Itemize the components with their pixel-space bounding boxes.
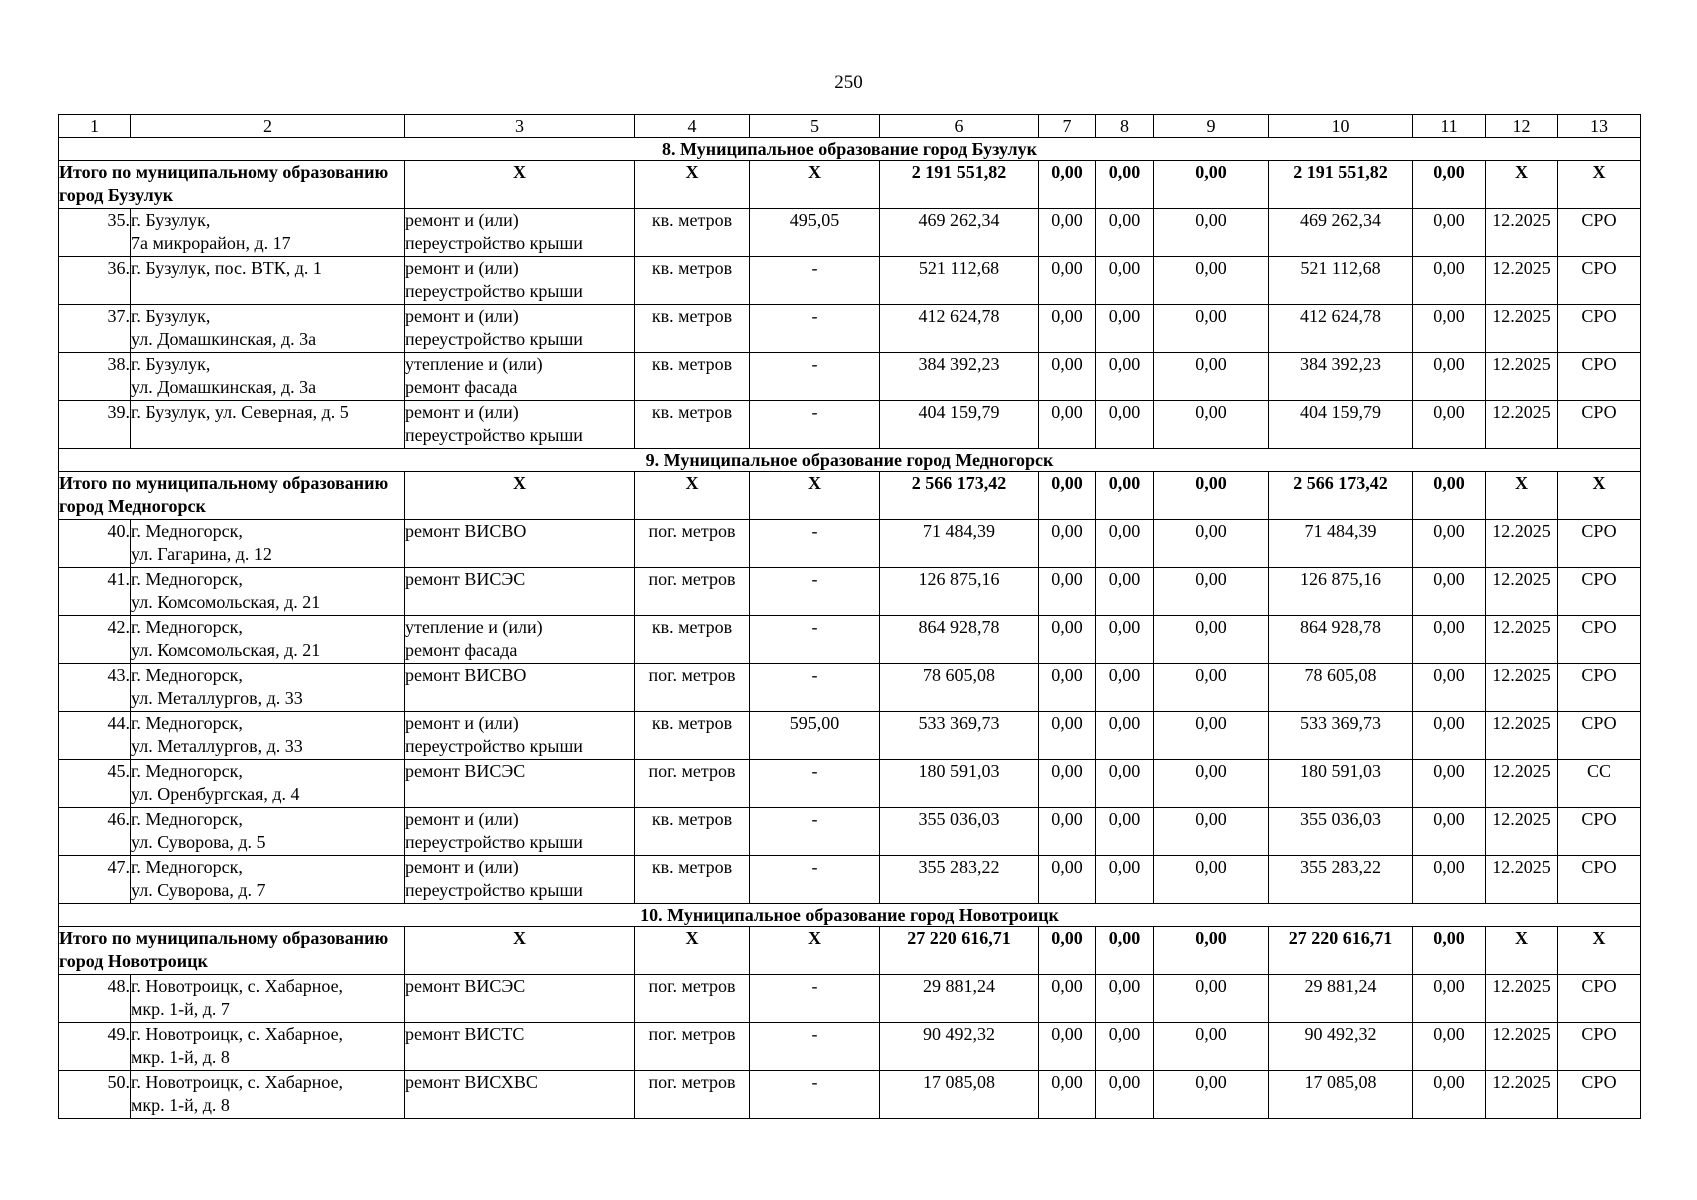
address-cell: г. Бузулук, 7а микрорайон, д. 17 — [131, 209, 405, 257]
row-number: 49. — [59, 1023, 131, 1071]
table-row — [59, 353, 1641, 401]
cost-c8: 0,00 — [1096, 568, 1154, 616]
volume-cell: - — [750, 616, 880, 664]
unit-cell: кв. метров — [635, 353, 750, 401]
total-col-4: X — [635, 927, 750, 975]
address-cell: г. Бузулук, ул. Северная, д. 5 — [131, 401, 405, 449]
row-number: 41. — [59, 568, 131, 616]
work-type-cell: ремонт и (или) переустройство крыши — [405, 401, 635, 449]
cost-c10: 404 159,79 — [1269, 401, 1413, 449]
column-header: 10 — [1269, 115, 1413, 138]
unit-cell: пог. метров — [635, 520, 750, 568]
address-cell: г. Медногорск, ул. Металлургов, д. 33 — [131, 664, 405, 712]
total-row — [59, 472, 1641, 520]
cost-c9: 0,00 — [1154, 616, 1269, 664]
method-cell: СРО — [1558, 353, 1641, 401]
cost-c6: 533 369,73 — [880, 712, 1039, 760]
volume-cell: - — [750, 520, 880, 568]
address-cell: г. Бузулук, ул. Домашкинская, д. 3а — [131, 353, 405, 401]
cost-c10: 384 392,23 — [1269, 353, 1413, 401]
volume-cell: 495,05 — [750, 209, 880, 257]
address-cell: г. Медногорск, ул. Суворова, д. 7 — [131, 856, 405, 904]
volume-cell: - — [750, 353, 880, 401]
total-col-3: X — [405, 927, 635, 975]
cost-c7: 0,00 — [1039, 401, 1096, 449]
cost-c8: 0,00 — [1096, 257, 1154, 305]
cost-c11: 0,00 — [1413, 305, 1486, 353]
total-col-12: X — [1486, 161, 1558, 209]
table-row — [59, 209, 1641, 257]
unit-cell: пог. метров — [635, 664, 750, 712]
cost-c7: 0,00 — [1039, 808, 1096, 856]
total-c6: 2 566 173,42 — [880, 472, 1039, 520]
cost-c6: 17 085,08 — [880, 1071, 1039, 1119]
deadline-cell: 12.2025 — [1486, 568, 1558, 616]
address-cell: г. Медногорск, ул. Суворова, д. 5 — [131, 808, 405, 856]
cost-c11: 0,00 — [1413, 209, 1486, 257]
deadline-cell: 12.2025 — [1486, 760, 1558, 808]
work-type-cell: ремонт ВИСТС — [405, 1023, 635, 1071]
row-number: 37. — [59, 305, 131, 353]
total-col-12: X — [1486, 927, 1558, 975]
row-number: 40. — [59, 520, 131, 568]
unit-cell: пог. метров — [635, 760, 750, 808]
volume-cell: - — [750, 1023, 880, 1071]
cost-c7: 0,00 — [1039, 305, 1096, 353]
column-header: 12 — [1486, 115, 1558, 138]
cost-c11: 0,00 — [1413, 808, 1486, 856]
cost-c9: 0,00 — [1154, 568, 1269, 616]
cost-c6: 864 928,78 — [880, 616, 1039, 664]
work-type-cell: ремонт ВИСХВС — [405, 1071, 635, 1119]
cost-c9: 0,00 — [1154, 856, 1269, 904]
method-cell: СРО — [1558, 712, 1641, 760]
deadline-cell: 12.2025 — [1486, 353, 1558, 401]
cost-c8: 0,00 — [1096, 975, 1154, 1023]
cost-c8: 0,00 — [1096, 1071, 1154, 1119]
deadline-cell: 12.2025 — [1486, 520, 1558, 568]
method-cell: СРО — [1558, 257, 1641, 305]
method-cell: СРО — [1558, 520, 1641, 568]
address-cell: г. Новотроицк, с. Хабарное, мкр. 1-й, д. 7 — [131, 975, 405, 1023]
volume-cell: - — [750, 568, 880, 616]
total-col-4: X — [635, 472, 750, 520]
cost-c7: 0,00 — [1039, 616, 1096, 664]
total-col-5: X — [750, 472, 880, 520]
method-cell: СРО — [1558, 305, 1641, 353]
table-row — [59, 520, 1641, 568]
total-row — [59, 161, 1641, 209]
work-type-cell: ремонт ВИСЭС — [405, 975, 635, 1023]
address-cell: г. Новотроицк, с. Хабарное, мкр. 1-й, д. 8 — [131, 1023, 405, 1071]
cost-c10: 412 624,78 — [1269, 305, 1413, 353]
deadline-cell: 12.2025 — [1486, 616, 1558, 664]
cost-c9: 0,00 — [1154, 353, 1269, 401]
cost-c11: 0,00 — [1413, 760, 1486, 808]
cost-c7: 0,00 — [1039, 257, 1096, 305]
volume-cell: - — [750, 808, 880, 856]
cost-c7: 0,00 — [1039, 760, 1096, 808]
address-cell: г. Медногорск, ул. Металлургов, д. 33 — [131, 712, 405, 760]
cost-c8: 0,00 — [1096, 760, 1154, 808]
cost-c6: 469 262,34 — [880, 209, 1039, 257]
section-title: 8. Муниципальное образование город Бузулук — [59, 138, 1641, 161]
total-col-12: X — [1486, 472, 1558, 520]
total-label: Итого по муниципальному образованию город Новотроицк — [59, 927, 405, 975]
total-col-13: X — [1558, 927, 1641, 975]
row-number: 46. — [59, 808, 131, 856]
cost-c8: 0,00 — [1096, 353, 1154, 401]
cost-c8: 0,00 — [1096, 401, 1154, 449]
cost-c10: 355 283,22 — [1269, 856, 1413, 904]
cost-c9: 0,00 — [1154, 1023, 1269, 1071]
total-c11: 0,00 — [1413, 472, 1486, 520]
total-c7: 0,00 — [1039, 472, 1096, 520]
column-header: 11 — [1413, 115, 1486, 138]
cost-c8: 0,00 — [1096, 209, 1154, 257]
row-number: 42. — [59, 616, 131, 664]
unit-cell: кв. метров — [635, 305, 750, 353]
cost-c10: 71 484,39 — [1269, 520, 1413, 568]
deadline-cell: 12.2025 — [1486, 257, 1558, 305]
column-header: 4 — [635, 115, 750, 138]
total-col-13: X — [1558, 472, 1641, 520]
work-type-cell: ремонт ВИСЭС — [405, 568, 635, 616]
volume-cell: 595,00 — [750, 712, 880, 760]
cost-c6: 29 881,24 — [880, 975, 1039, 1023]
work-type-cell: ремонт и (или) переустройство крыши — [405, 257, 635, 305]
table-row — [59, 808, 1641, 856]
column-header: 8 — [1096, 115, 1154, 138]
cost-c11: 0,00 — [1413, 664, 1486, 712]
table-row — [59, 568, 1641, 616]
total-c7: 0,00 — [1039, 927, 1096, 975]
section-header-row — [59, 138, 1641, 161]
address-cell: г. Новотроицк, с. Хабарное, мкр. 1-й, д. 8 — [131, 1071, 405, 1119]
method-cell: СРО — [1558, 568, 1641, 616]
table-row — [59, 1071, 1641, 1119]
column-header: 13 — [1558, 115, 1641, 138]
cost-c11: 0,00 — [1413, 257, 1486, 305]
cost-c6: 521 112,68 — [880, 257, 1039, 305]
cost-c9: 0,00 — [1154, 664, 1269, 712]
cost-c6: 78 605,08 — [880, 664, 1039, 712]
total-c9: 0,00 — [1154, 927, 1269, 975]
work-type-cell: ремонт и (или) переустройство крыши — [405, 209, 635, 257]
address-cell: г. Бузулук, ул. Домашкинская, д. 3а — [131, 305, 405, 353]
volume-cell: - — [750, 1071, 880, 1119]
volume-cell: - — [750, 257, 880, 305]
total-c7: 0,00 — [1039, 161, 1096, 209]
work-type-cell: ремонт ВИСВО — [405, 664, 635, 712]
cost-c9: 0,00 — [1154, 808, 1269, 856]
work-type-cell: ремонт и (или) переустройство крыши — [405, 856, 635, 904]
repair-program-table — [58, 114, 1641, 1119]
method-cell: СРО — [1558, 1023, 1641, 1071]
cost-c11: 0,00 — [1413, 856, 1486, 904]
unit-cell: кв. метров — [635, 856, 750, 904]
method-cell: СРО — [1558, 975, 1641, 1023]
cost-c8: 0,00 — [1096, 520, 1154, 568]
row-number: 39. — [59, 401, 131, 449]
deadline-cell: 12.2025 — [1486, 305, 1558, 353]
row-number: 35. — [59, 209, 131, 257]
section-header-row — [59, 904, 1641, 927]
work-type-cell: ремонт и (или) переустройство крыши — [405, 712, 635, 760]
cost-c9: 0,00 — [1154, 712, 1269, 760]
cost-c6: 355 036,03 — [880, 808, 1039, 856]
cost-c10: 180 591,03 — [1269, 760, 1413, 808]
table-body — [59, 115, 1641, 1119]
cost-c11: 0,00 — [1413, 975, 1486, 1023]
cost-c8: 0,00 — [1096, 305, 1154, 353]
cost-c11: 0,00 — [1413, 353, 1486, 401]
total-c11: 0,00 — [1413, 927, 1486, 975]
total-c10: 2 566 173,42 — [1269, 472, 1413, 520]
address-cell: г. Медногорск, ул. Гагарина, д. 12 — [131, 520, 405, 568]
cost-c7: 0,00 — [1039, 209, 1096, 257]
total-c9: 0,00 — [1154, 161, 1269, 209]
total-c11: 0,00 — [1413, 161, 1486, 209]
cost-c10: 355 036,03 — [1269, 808, 1413, 856]
table-row — [59, 664, 1641, 712]
total-col-3: X — [405, 472, 635, 520]
cost-c7: 0,00 — [1039, 1071, 1096, 1119]
column-number-row — [59, 115, 1641, 138]
cost-c10: 864 928,78 — [1269, 616, 1413, 664]
cost-c7: 0,00 — [1039, 568, 1096, 616]
address-cell: г. Бузулук, пос. ВТК, д. 1 — [131, 257, 405, 305]
total-col-5: X — [750, 927, 880, 975]
section-header-row — [59, 449, 1641, 472]
cost-c7: 0,00 — [1039, 353, 1096, 401]
cost-c7: 0,00 — [1039, 856, 1096, 904]
row-number: 50. — [59, 1071, 131, 1119]
column-header: 9 — [1154, 115, 1269, 138]
unit-cell: пог. метров — [635, 975, 750, 1023]
table-row — [59, 712, 1641, 760]
unit-cell: пог. метров — [635, 1071, 750, 1119]
method-cell: СРО — [1558, 616, 1641, 664]
unit-cell: пог. метров — [635, 1023, 750, 1071]
total-col-5: X — [750, 161, 880, 209]
unit-cell: кв. метров — [635, 616, 750, 664]
cost-c8: 0,00 — [1096, 1023, 1154, 1071]
cost-c9: 0,00 — [1154, 209, 1269, 257]
address-cell: г. Медногорск, ул. Оренбургская, д. 4 — [131, 760, 405, 808]
cost-c11: 0,00 — [1413, 616, 1486, 664]
cost-c9: 0,00 — [1154, 975, 1269, 1023]
unit-cell: кв. метров — [635, 257, 750, 305]
cost-c10: 469 262,34 — [1269, 209, 1413, 257]
cost-c10: 90 492,32 — [1269, 1023, 1413, 1071]
work-type-cell: ремонт ВИСВО — [405, 520, 635, 568]
cost-c11: 0,00 — [1413, 401, 1486, 449]
cost-c10: 29 881,24 — [1269, 975, 1413, 1023]
section-title: 10. Муниципальное образование город Новотроицк — [59, 904, 1641, 927]
cost-c11: 0,00 — [1413, 520, 1486, 568]
column-header: 3 — [405, 115, 635, 138]
deadline-cell: 12.2025 — [1486, 1071, 1558, 1119]
total-c8: 0,00 — [1096, 472, 1154, 520]
cost-c7: 0,00 — [1039, 520, 1096, 568]
method-cell: СРО — [1558, 401, 1641, 449]
volume-cell: - — [750, 856, 880, 904]
work-type-cell: ремонт и (или) переустройство крыши — [405, 808, 635, 856]
work-type-cell: ремонт ВИСЭС — [405, 760, 635, 808]
cost-c6: 90 492,32 — [880, 1023, 1039, 1071]
deadline-cell: 12.2025 — [1486, 808, 1558, 856]
address-cell: г. Медногорск, ул. Комсомольская, д. 21 — [131, 568, 405, 616]
total-c8: 0,00 — [1096, 927, 1154, 975]
cost-c7: 0,00 — [1039, 975, 1096, 1023]
table-row — [59, 760, 1641, 808]
cost-c8: 0,00 — [1096, 808, 1154, 856]
total-col-4: X — [635, 161, 750, 209]
cost-c11: 0,00 — [1413, 568, 1486, 616]
cost-c6: 404 159,79 — [880, 401, 1039, 449]
row-number: 43. — [59, 664, 131, 712]
volume-cell: - — [750, 401, 880, 449]
volume-cell: - — [750, 975, 880, 1023]
cost-c7: 0,00 — [1039, 664, 1096, 712]
table-row — [59, 305, 1641, 353]
total-c6: 27 220 616,71 — [880, 927, 1039, 975]
total-c9: 0,00 — [1154, 472, 1269, 520]
method-cell: СРО — [1558, 209, 1641, 257]
unit-cell: кв. метров — [635, 712, 750, 760]
method-cell: СРО — [1558, 856, 1641, 904]
cost-c10: 533 369,73 — [1269, 712, 1413, 760]
cost-c8: 0,00 — [1096, 616, 1154, 664]
total-label: Итого по муниципальному образованию город Бузулук — [59, 161, 405, 209]
deadline-cell: 12.2025 — [1486, 975, 1558, 1023]
cost-c6: 180 591,03 — [880, 760, 1039, 808]
cost-c8: 0,00 — [1096, 664, 1154, 712]
cost-c8: 0,00 — [1096, 856, 1154, 904]
deadline-cell: 12.2025 — [1486, 1023, 1558, 1071]
deadline-cell: 12.2025 — [1486, 712, 1558, 760]
cost-c10: 78 605,08 — [1269, 664, 1413, 712]
method-cell: СРО — [1558, 1071, 1641, 1119]
cost-c6: 412 624,78 — [880, 305, 1039, 353]
column-header: 5 — [750, 115, 880, 138]
cost-c9: 0,00 — [1154, 257, 1269, 305]
column-header: 7 — [1039, 115, 1096, 138]
cost-c9: 0,00 — [1154, 305, 1269, 353]
total-row — [59, 927, 1641, 975]
deadline-cell: 12.2025 — [1486, 856, 1558, 904]
total-c6: 2 191 551,82 — [880, 161, 1039, 209]
total-col-13: X — [1558, 161, 1641, 209]
total-c8: 0,00 — [1096, 161, 1154, 209]
deadline-cell: 12.2025 — [1486, 209, 1558, 257]
table-row — [59, 616, 1641, 664]
row-number: 45. — [59, 760, 131, 808]
cost-c9: 0,00 — [1154, 520, 1269, 568]
address-cell: г. Медногорск, ул. Комсомольская, д. 21 — [131, 616, 405, 664]
column-header: 2 — [131, 115, 405, 138]
work-type-cell: утепление и (или) ремонт фасада — [405, 616, 635, 664]
cost-c6: 71 484,39 — [880, 520, 1039, 568]
cost-c10: 17 085,08 — [1269, 1071, 1413, 1119]
cost-c10: 521 112,68 — [1269, 257, 1413, 305]
method-cell: СРО — [1558, 664, 1641, 712]
row-number: 48. — [59, 975, 131, 1023]
cost-c9: 0,00 — [1154, 1071, 1269, 1119]
deadline-cell: 12.2025 — [1486, 401, 1558, 449]
table-row — [59, 1023, 1641, 1071]
cost-c6: 126 875,16 — [880, 568, 1039, 616]
volume-cell: - — [750, 305, 880, 353]
column-header: 1 — [59, 115, 131, 138]
unit-cell: кв. метров — [635, 401, 750, 449]
table-row — [59, 401, 1641, 449]
cost-c7: 0,00 — [1039, 712, 1096, 760]
section-title: 9. Муниципальное образование город Медногорск — [59, 449, 1641, 472]
cost-c9: 0,00 — [1154, 760, 1269, 808]
total-col-3: X — [405, 161, 635, 209]
unit-cell: кв. метров — [635, 808, 750, 856]
row-number: 44. — [59, 712, 131, 760]
total-c10: 2 191 551,82 — [1269, 161, 1413, 209]
column-header: 6 — [880, 115, 1039, 138]
cost-c11: 0,00 — [1413, 712, 1486, 760]
cost-c6: 384 392,23 — [880, 353, 1039, 401]
table-row — [59, 257, 1641, 305]
volume-cell: - — [750, 664, 880, 712]
deadline-cell: 12.2025 — [1486, 664, 1558, 712]
row-number: 36. — [59, 257, 131, 305]
work-type-cell: ремонт и (или) переустройство крыши — [405, 305, 635, 353]
total-c10: 27 220 616,71 — [1269, 927, 1413, 975]
cost-c11: 0,00 — [1413, 1071, 1486, 1119]
row-number: 38. — [59, 353, 131, 401]
method-cell: СРО — [1558, 808, 1641, 856]
method-cell: СС — [1558, 760, 1641, 808]
cost-c6: 355 283,22 — [880, 856, 1039, 904]
cost-c7: 0,00 — [1039, 1023, 1096, 1071]
table-row — [59, 975, 1641, 1023]
total-label: Итого по муниципальному образованию город Медногорск — [59, 472, 405, 520]
page-number: 250 — [834, 72, 863, 93]
cost-c9: 0,00 — [1154, 401, 1269, 449]
work-type-cell: утепление и (или) ремонт фасада — [405, 353, 635, 401]
cost-c8: 0,00 — [1096, 712, 1154, 760]
cost-c10: 126 875,16 — [1269, 568, 1413, 616]
unit-cell: кв. метров — [635, 209, 750, 257]
table-row — [59, 856, 1641, 904]
cost-c11: 0,00 — [1413, 1023, 1486, 1071]
unit-cell: пог. метров — [635, 568, 750, 616]
volume-cell: - — [750, 760, 880, 808]
row-number: 47. — [59, 856, 131, 904]
